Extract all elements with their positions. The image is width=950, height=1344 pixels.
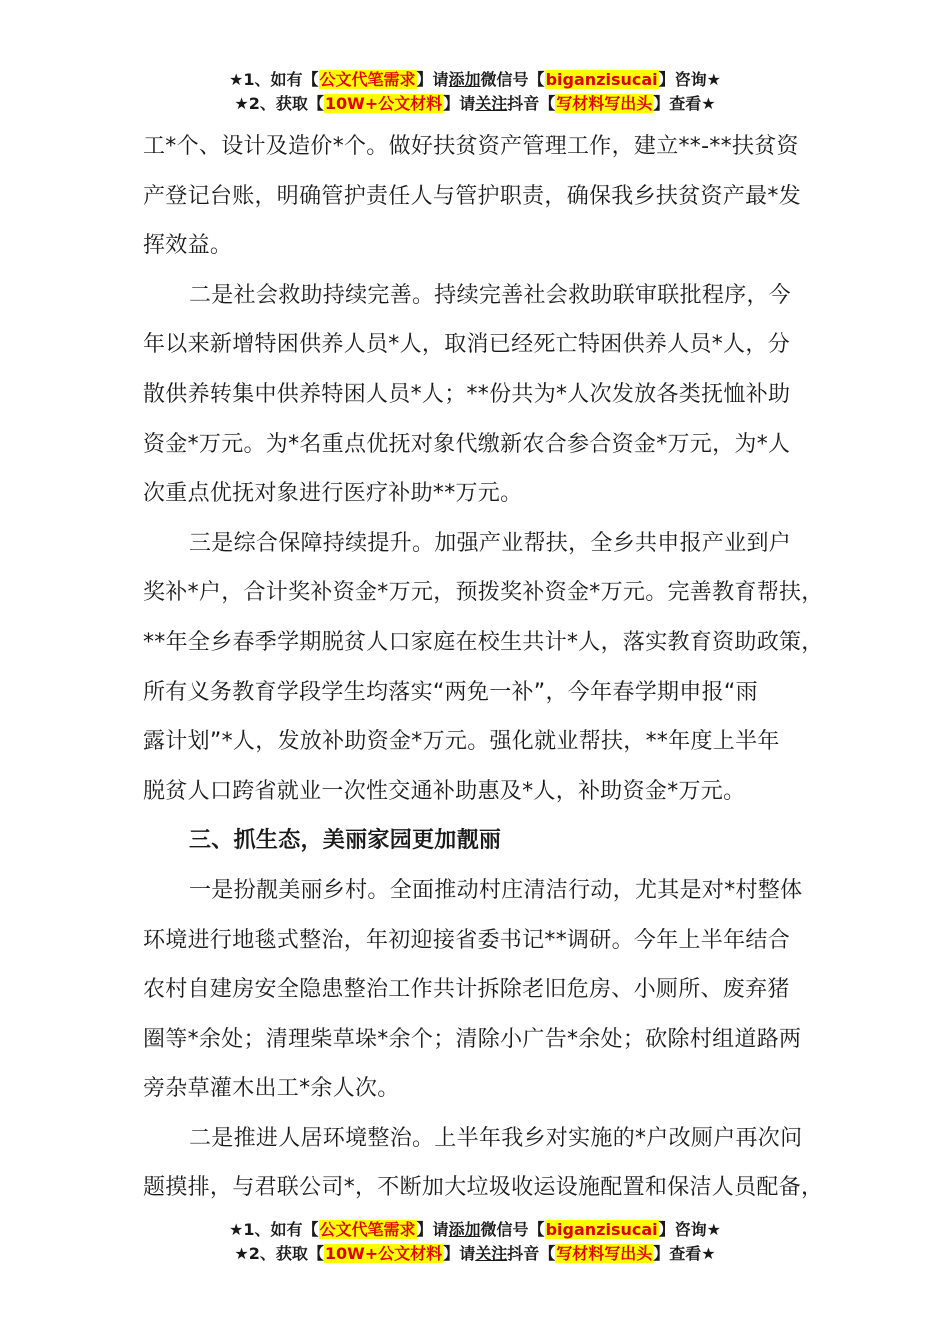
banner-highlight: 公文代笔需求: [319, 70, 416, 89]
text-line: 次重点优抚对象进行医疗补助**万元。: [143, 481, 523, 507]
banner-line-2: [0, 92, 950, 116]
banner-highlight: biganzisucai: [545, 70, 658, 89]
document-body: [143, 122, 833, 1213]
banner-text: 抖音【: [507, 94, 556, 113]
banner-highlight: biganzisucai: [545, 1220, 658, 1239]
banner-highlight: 写材料写出头: [556, 1244, 653, 1263]
text-line: 一是扮靓美丽乡村。全面推动村庄清洁行动，尤其是对*村整体: [189, 877, 803, 903]
section-heading: [143, 816, 833, 866]
paragraph: [143, 519, 833, 817]
text-line: 露计划”*人，发放补助资金*万元。强化就业帮扶，**年度上半年: [143, 729, 780, 755]
text-line: 农村自建房安全隐患整治工作共计拆除老旧危房、小厕所、废弃猪: [143, 977, 790, 1003]
banner-text: 】请: [443, 94, 476, 113]
banner-text: 抖音【: [507, 1244, 556, 1263]
banner-line-1: [0, 68, 950, 92]
banner-text: ★2、获取【: [234, 1244, 324, 1263]
header-banner: [0, 68, 950, 116]
banner-text: 】请: [443, 1244, 476, 1263]
text-line: 产登记台账，明确管护责任人与管护职责，确保我乡扶贫资产最*发: [143, 183, 802, 209]
text-line: 奖补*户，合计奖补资金*万元，预拨奖补资金*万元。完善教育帮扶，: [143, 580, 824, 606]
text-line: 二是社会救助持续完善。持续完善社会救助联审联批程序，今: [189, 282, 792, 308]
banner-highlight: 公文代笔需求: [319, 1220, 416, 1239]
banner-text: 】请: [416, 1220, 449, 1239]
footer-banner: [0, 1218, 950, 1266]
banner-text: 】查看★: [653, 94, 716, 113]
paragraph: [143, 122, 833, 271]
banner-text: ★2、获取【: [234, 94, 324, 113]
banner-text: 添加: [448, 1220, 481, 1239]
banner-text: 微信号【: [480, 1220, 545, 1239]
banner-text: 关注: [475, 1244, 508, 1263]
banner-text: 】请: [416, 70, 449, 89]
text-line: 三是综合保障持续提升。加强产业帮扶，全乡共申报产业到户: [189, 530, 792, 556]
paragraph: [143, 1114, 833, 1213]
text-line: **年全乡春季学期脱贫人口家庭在校生共计*人，落实教育资助政策，: [143, 629, 824, 655]
banner-highlight: 写材料写出头: [556, 94, 653, 113]
heading-text: 三、抓生态，美丽家园更加靓丽: [189, 828, 502, 854]
banner-line-2: [0, 1242, 950, 1266]
paragraph: [143, 866, 833, 1114]
banner-highlight: 10W+公文材料: [324, 94, 443, 113]
banner-text: ★1、如有【: [229, 1220, 319, 1239]
banner-text: 添加: [448, 70, 481, 89]
text-line: 环境进行地毯式整治，年初迎接省委书记**调研。今年上半年结合: [143, 927, 791, 953]
banner-highlight: 10W+公文材料: [324, 1244, 443, 1263]
text-line: 年以来新增特困供养人员*人，取消已经死亡特困供养人员*人，分: [143, 332, 791, 358]
banner-text: 关注: [475, 94, 508, 113]
text-line: 挥效益。: [143, 233, 233, 259]
text-line: 二是推进人居环境整治。上半年我乡对实施的*户改厕户再次问: [189, 1125, 803, 1151]
banner-text: 微信号【: [480, 70, 545, 89]
banner-line-1: [0, 1218, 950, 1242]
banner-text: 】咨询★: [658, 1220, 721, 1239]
text-line: 资金*万元。为*名重点优抚对象代缴新农合参合资金*万元，为*人: [143, 431, 791, 457]
paragraph: [143, 271, 833, 519]
text-line: 所有义务教育学段学生均落实“两免一补”，今年春学期申报“雨: [143, 679, 758, 705]
banner-text: ★1、如有【: [229, 70, 319, 89]
banner-text: 】咨询★: [658, 70, 721, 89]
banner-text: 】查看★: [653, 1244, 716, 1263]
text-line: 工*个、设计及造价*个。做好扶贫资产管理工作，建立**-**扶贫资: [143, 134, 799, 159]
text-line: 题摸排，与君联公司*，不断加大垃圾收运设施配置和保洁人员配备，: [143, 1175, 824, 1201]
text-line: 旁杂草灌木出工*余人次。: [143, 1076, 400, 1102]
text-line: 脱贫人口跨省就业一次性交通补助惠及*人，补助资金*万元。: [143, 778, 746, 804]
text-line: 圈等*余处；清理柴草垛*余个；清除小广告*余处；砍除村组道路两: [143, 1026, 802, 1052]
text-line: 散供养转集中供养特困人员*人；**份共为*人次发放各类抚恤补助: [143, 381, 791, 407]
